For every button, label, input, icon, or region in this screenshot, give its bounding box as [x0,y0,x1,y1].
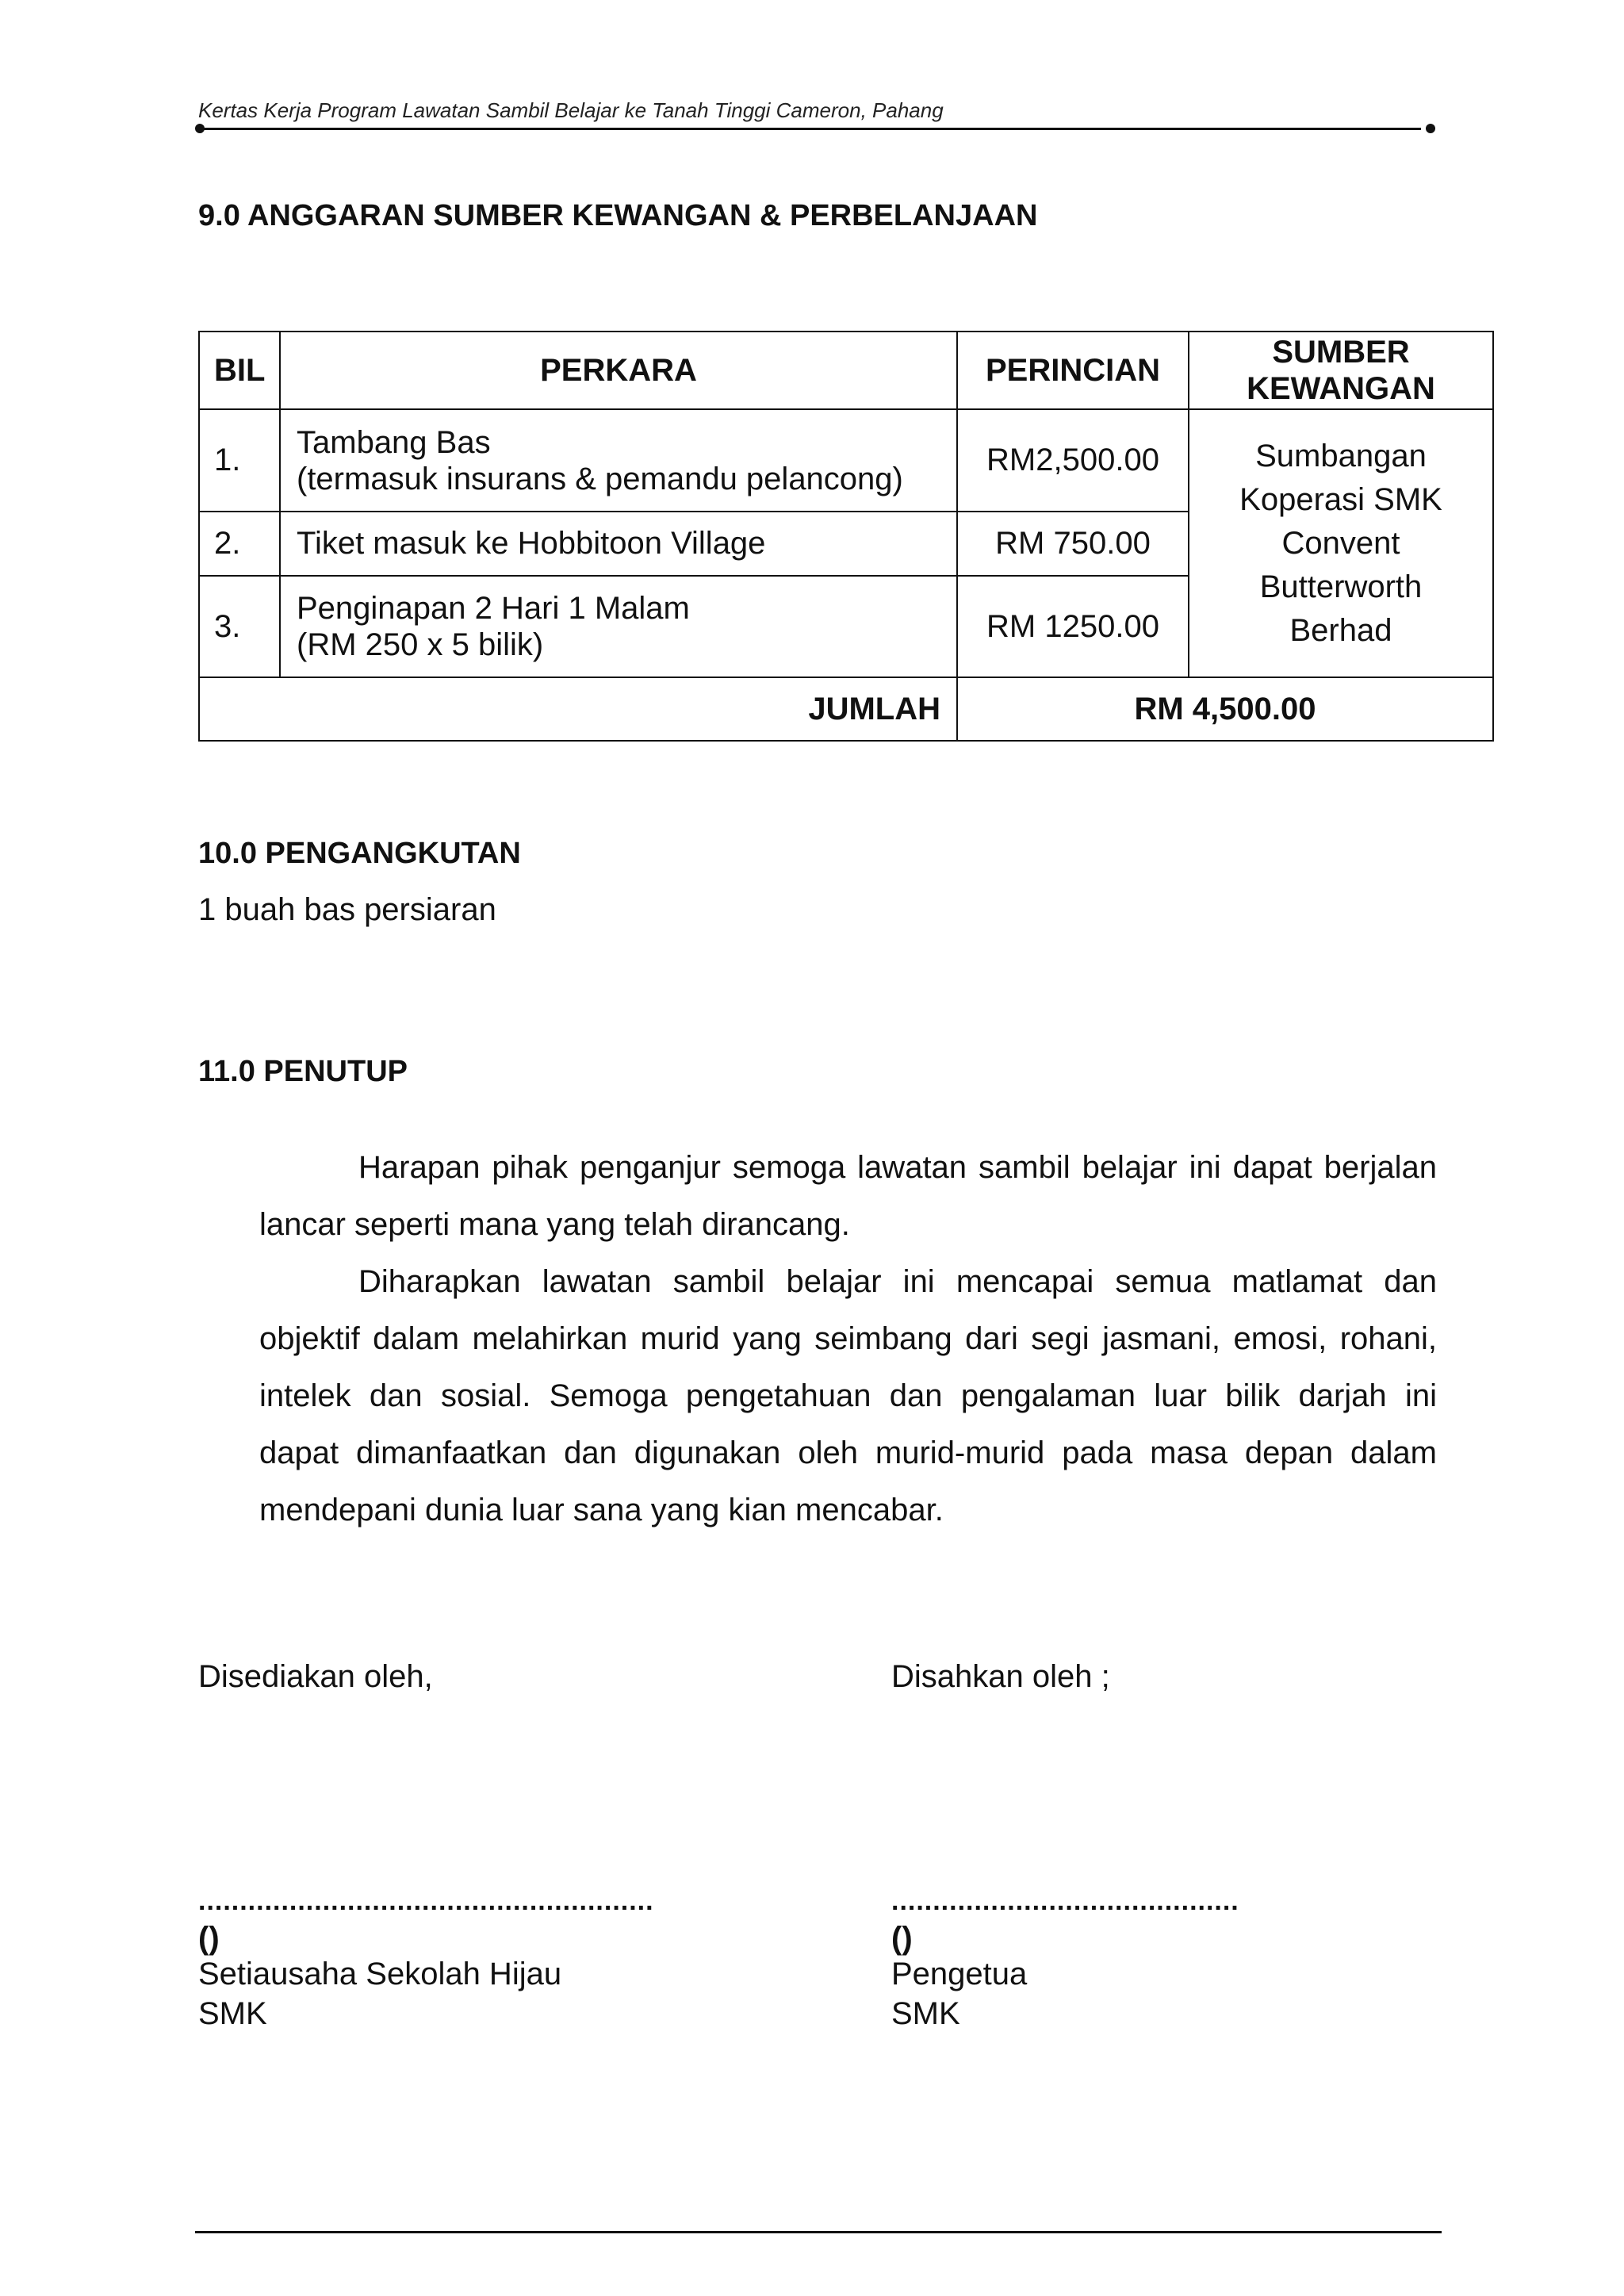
prepared-signature-line: ....................................................... [198,1886,654,1916]
header-rule-end-dot [1426,124,1435,133]
prepared-by-label: Disediakan oleh, [198,1659,433,1694]
budget-table-header-row [199,332,1493,409]
row-2-perincian: RM 750.00 [957,512,1189,576]
header-rule [200,128,1421,130]
row-2-perkara: Tiket masuk ke Hobbitoon Village [280,512,957,576]
row-3-perkara: Penginapan 2 Hari 1 Malam (RM 250 x 5 bilik) [280,576,957,677]
total-label: JUMLAH [199,677,957,741]
row-3-bil: 3. [199,576,280,677]
section-9-heading: 9.0 ANGGARAN SUMBER KEWANGAN & PERBELANJAAN [198,199,1038,232]
document-header-title: Kertas Kerja Program Lawatan Sambil Belajar ke Tanah Tinggi Cameron, Pahang [198,98,944,122]
row-1-perkara: Tambang Bas (termasuk insurans & pemandu pelancong) [280,409,957,512]
footer-rule [195,2231,1442,2233]
approved-signature-line: .......................................... [891,1886,1239,1916]
row-3-perincian: RM 1250.00 [957,576,1189,677]
approved-name: () [891,1921,913,1956]
total-value: RM 4,500.00 [957,677,1493,741]
prepared-name: () [198,1921,220,1956]
header-bil: BIL [199,332,280,409]
sumber-kewangan-cell: Sumbangan Koperasi SMK Convent Butterworth Berhad [1189,409,1493,677]
table-row [199,409,1493,512]
row-1-perincian: RM2,500.00 [957,409,1189,512]
row-1-bil: 1. [199,409,280,512]
header-perincian: PERINCIAN [957,332,1189,409]
header-sumber-kewangan: SUMBER KEWANGAN [1189,332,1493,409]
prepared-org: SMK [198,1996,267,2031]
closing-paragraph-2: Diharapkan lawatan sambil belajar ini mencapai semua matlamat dan objektif dalam melahirkan murid yang seimbang dari segi jasmani, emosi, rohani, intelek dan sosial. Semoga pengetahuan dan pengalaman luar bilik darjah ini dapat dimanfaatkan dan digunakan oleh murid-murid pada masa depan dalam mendepani dunia luar sana yang kian mencabar. [259,1264,1437,1527]
prepared-position: Setiausaha Sekolah Hijau [198,1957,562,1991]
transport-text: 1 buah bas persiaran [198,892,496,927]
approved-position: Pengetua [891,1957,1028,1991]
approved-org: SMK [891,1996,960,2031]
header-perkara: PERKARA [280,332,957,409]
approved-by-label: Disahkan oleh ; [891,1659,1110,1694]
budget-table [198,331,1494,742]
total-row [199,677,1493,741]
row-2-bil: 2. [199,512,280,576]
closing-paragraph-1: Harapan pihak penganjur semoga lawatan sambil belajar ini dapat berjalan lancar seperti mana yang telah dirancang. [259,1150,1437,1242]
section-11-heading: 11.0 PENUTUP [198,1055,408,1088]
section-10-heading: 10.0 PENGANGKUTAN [198,837,521,870]
